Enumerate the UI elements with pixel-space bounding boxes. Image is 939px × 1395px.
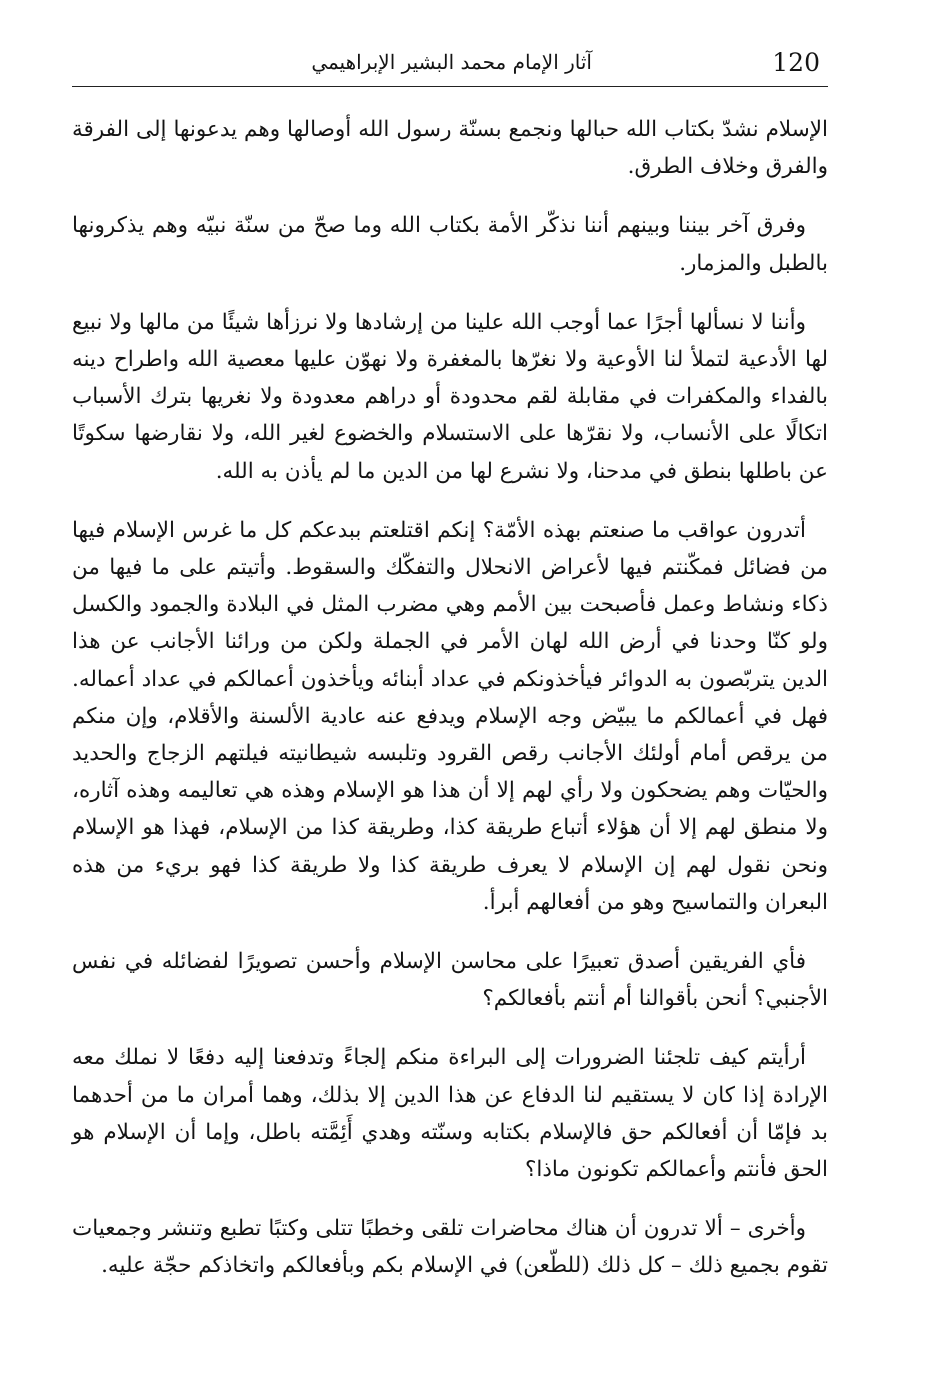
book-title: آثار الإمام محمد البشير الإبراهيمي (311, 50, 592, 74)
paragraph: وأننا لا نسألها أجرًا عما أوجب الله علينا من إرشادها ولا نرزأها شيئًا من مالها ولا نبيع لها الأدعية لتملأ لنا الأوعية ولا نغرّها بالمغفرة ولا نهوّن عليها معصية الله واطراح دينه بالفداء والمكفرات في مقابلة لقم محدودة أو دراهم معدودة ولا نغريها بترك الأسباب اتكالًا على الأنساب، ولا نقرّها على الاستسلام والخضوع لغير الله، ولا نقارضها سكوتًا عن باطلها بنطق في مدحنا، ولا نشرع لها من الدين ما لم يأذن به الله. (72, 309, 828, 484)
paragraph: أرأيتم كيف تلجئنا الضرورات إلى البراءة منكم إلجاءً وتدفعنا إليه دفعًا لا نملك معه الإرادة إذا كان لا يستقيم لنا الدفاع عن هذا الدين إلا بذلك، وهما أمران ما من أحدهما بد فإمّا أن أفعالكم حق فالإسلام بكتابه وسنّته وهدي أَئِمَّته باطل، وإما أن الإسلام هو الحق فأنتم وأعمالكم تكونون ماذا؟ (72, 1045, 828, 1183)
paragraph: فأي الفريقين أصدق تعبيرًا على محاسن الإسلام وأحسن تصويرًا لفضائله في نفس الأجنبي؟ أنحن بأقوالنا أم أنتم بأفعالكم؟ (72, 949, 828, 1012)
paragraph: وأخرى – ألا تدرون أن هناك محاضرات تلقى وخطبًا تتلى وكتبًا تطبع وتنشر وجمعيات تقوم بجميع ذلك – كل ذلك (للطّعن) في الإسلام بكم وبأفعالكم واتخاذكم حجّة عليه. (72, 1216, 828, 1279)
page-number: 120 (772, 48, 820, 77)
running-header (72, 40, 828, 87)
book-page (72, 40, 828, 1360)
paragraph-continuation: الإسلام نشدّ بكتاب الله حبالها ونجمع بسنّة رسول الله أوصالها وهم يدعونها إلى الفرقة والفرق وخلاف الطرق. (72, 117, 828, 180)
paragraph: أتدرون عواقب ما صنعتم بهذه الأمّة؟ إنكم اقتلعتم ببدعكم كل ما غرس الإسلام فيها من فضائل فمكّنتم فيها لأعراض الانحلال والتفكّك والسقوط. وأتيتم على ما فيها من ذكاء ونشاط وعمل فأصبحت بين الأمم وهي مضرب المثل في البلادة والجمود والكسل ولو كنّا وحدنا في أرض الله لهان الأمر في الجملة ولكن من ورائنا الأجانب عن هذا الدين يتربّصون به الدوائر فيأخذونكم في عداد أبنائه ويأخذون أعمالكم في عداد أعماله. فهل في أعمالكم ما يبيّض وجه الإسلام ويدفع عنه عادية الألسنة والأقلام، وإن منكم من يرقص أمام أولئك الأجانب رقص القرود وتلبسه شيطانيته فيلتهم الزجاج والحديد والحيّات وهم يضحكون ولا رأي لهم إلا أن هذا هو الإسلام وهذه هي تعاليمه وهذه آثاره، ولا منطق لهم إلا أن هؤلاء أتباع طريقة كذا، وطريقة كذا من الإسلام، فهذا هو الإسلام ونحن نقول لهم إن الإسلام لا يعرف طريقة كذا ولا طريقة كذا فهو بريء من هذه البعران والتماسيح وهو من أفعالهم أبرأ. (72, 517, 828, 915)
page-body (72, 111, 828, 1285)
paragraph: وفرق آخر بيننا وبينهم أننا نذكّر الأمة بكتاب الله وما صحّ من سنّة نبيّه وهم يذكرونها بالطبل والمزمار. (72, 213, 828, 276)
